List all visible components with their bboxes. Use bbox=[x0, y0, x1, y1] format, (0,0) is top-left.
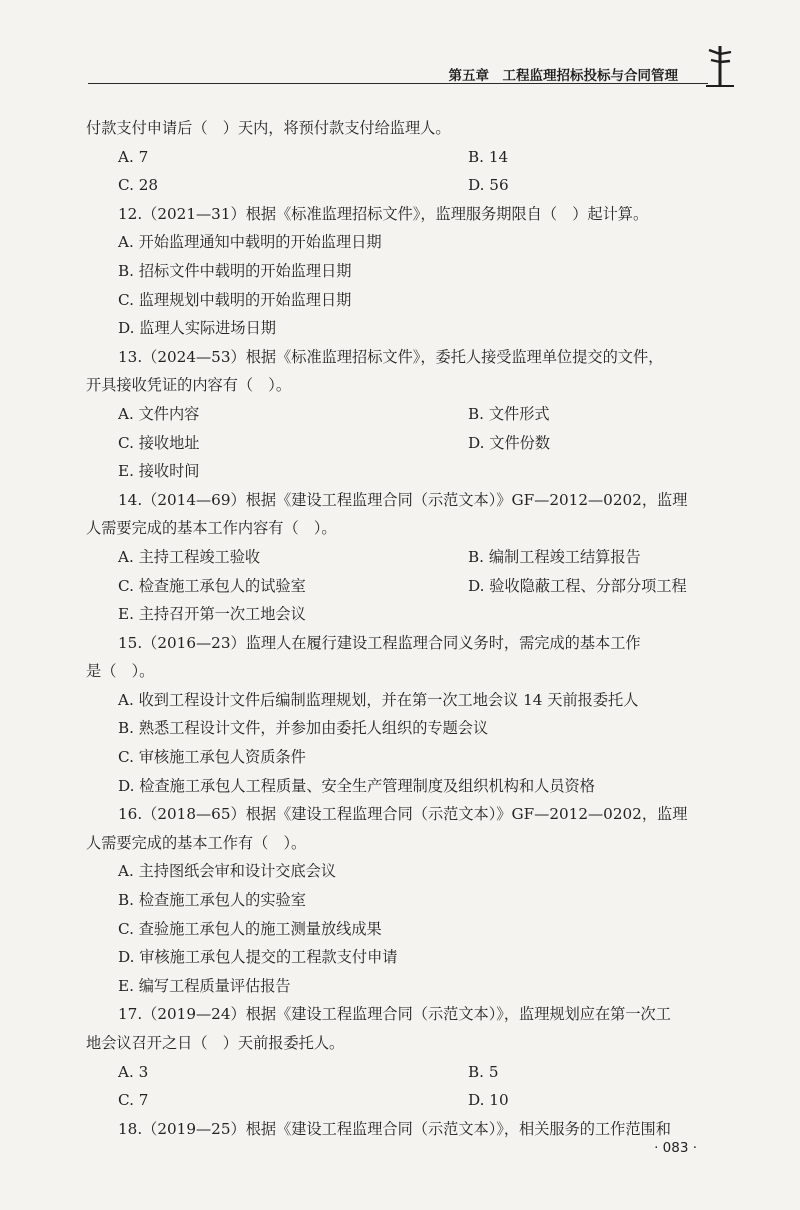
option-row bbox=[86, 171, 706, 200]
option-right: B. 文件形式 bbox=[468, 404, 550, 423]
chapter-title: 第五章 工程监理招标投标与合同管理 bbox=[448, 68, 678, 84]
option-right: D. 56 bbox=[468, 176, 509, 195]
text-line: 15.（2016—23）监理人在履行建设工程监理合同义务时，需完成的基本工作 bbox=[118, 633, 641, 652]
text-line: 12.（2021—31）根据《标准监理招标文件》，监理服务期限自（ ）起计算。 bbox=[118, 204, 649, 223]
text-line: E. 接收时间 bbox=[118, 462, 200, 481]
option-left: C. 接收地址 bbox=[118, 433, 200, 452]
option-row bbox=[86, 1086, 706, 1115]
option-right: D. 文件份数 bbox=[468, 433, 551, 452]
option-left: A. 7 bbox=[118, 147, 149, 166]
option-row bbox=[86, 1058, 706, 1087]
text-line: C. 审核施工承包人资质条件 bbox=[118, 748, 306, 767]
text-line: 是（ ）。 bbox=[86, 662, 155, 681]
option-right: D. 10 bbox=[468, 1091, 509, 1110]
text-line: C. 查验施工承包人的施工测量放线成果 bbox=[118, 919, 382, 938]
text-line: C. 监理规划中载明的开始监理日期 bbox=[118, 290, 352, 309]
text-line: B. 熟悉工程设计文件，并参加由委托人组织的专题会议 bbox=[118, 719, 489, 738]
option-left: A. 3 bbox=[118, 1062, 149, 1081]
text-line: 16.（2018—65）根据《建设工程监理合同（示范文本）》GF—2012—0202，监理 bbox=[118, 805, 688, 824]
header-rule bbox=[88, 83, 708, 84]
text-line: A. 收到工程设计文件后编制监理规划，并在第一次工地会议 14 天前报委托人 bbox=[118, 690, 639, 709]
option-left: A. 文件内容 bbox=[118, 404, 200, 423]
page-header bbox=[88, 58, 708, 86]
text-line: D. 监理人实际进场日期 bbox=[118, 319, 276, 338]
option-right: B. 14 bbox=[468, 147, 509, 166]
tree-logo-icon bbox=[703, 42, 737, 90]
option-row bbox=[86, 543, 706, 572]
text-line: A. 开始监理通知中载明的开始监理日期 bbox=[118, 233, 382, 252]
text-line: 付款支付申请后（ ）天内，将预付款支付给监理人。 bbox=[86, 119, 451, 137]
option-left: C. 28 bbox=[118, 176, 159, 195]
text-line: 人需要完成的基本工作内容有（ ）。 bbox=[86, 519, 337, 538]
option-row bbox=[86, 143, 706, 172]
option-left: A. 主持工程竣工验收 bbox=[118, 547, 261, 566]
question-text bbox=[86, 114, 706, 1143]
option-right: B. 5 bbox=[468, 1062, 499, 1081]
text-line: 人需要完成的基本工作有（ ）。 bbox=[86, 833, 307, 852]
text-line: B. 检查施工承包人的实验室 bbox=[118, 891, 306, 910]
text-line: D. 审核施工承包人提交的工程款支付申请 bbox=[118, 948, 398, 967]
option-left: C. 检查施工承包人的试验室 bbox=[118, 576, 306, 595]
text-line: 开具接收凭证的内容有（ ）。 bbox=[86, 376, 292, 395]
text-line: 地会议召开之日（ ）天前报委托人。 bbox=[86, 1034, 345, 1052]
option-right: D. 验收隐蔽工程、分部分项工程 bbox=[468, 576, 687, 595]
text-line: D. 检查施工承包人工程质量、安全生产管理制度及组织机构和人员资格 bbox=[118, 776, 595, 795]
text-line: E. 编写工程质量评估报告 bbox=[118, 976, 291, 995]
text-line: E. 主持召开第一次工地会议 bbox=[118, 605, 306, 624]
text-line: 14.（2014—69）根据《建设工程监理合同（示范文本）》GF—2012—0202，监理 bbox=[118, 490, 688, 509]
text-line: 17.（2019—24）根据《建设工程监理合同（示范文本）》，监理规划应在第一次工 bbox=[118, 1005, 671, 1024]
text-line: 18.（2019—25）根据《建设工程监理合同（示范文本）》，相关服务的工作范围和 bbox=[118, 1119, 671, 1138]
page-number: · 083 · bbox=[654, 1140, 697, 1156]
text-line: B. 招标文件中载明的开始监理日期 bbox=[118, 261, 352, 280]
option-row bbox=[86, 429, 706, 458]
option-row bbox=[86, 400, 706, 429]
text-line: 13.（2024—53）根据《标准监理招标文件》，委托人接受监理单位提交的文件， bbox=[118, 347, 664, 366]
option-left: C. 7 bbox=[118, 1091, 149, 1110]
option-right: B. 编制工程竣工结算报告 bbox=[468, 547, 641, 566]
option-row bbox=[86, 572, 706, 601]
text-line: A. 主持图纸会审和设计交底会议 bbox=[118, 862, 337, 881]
